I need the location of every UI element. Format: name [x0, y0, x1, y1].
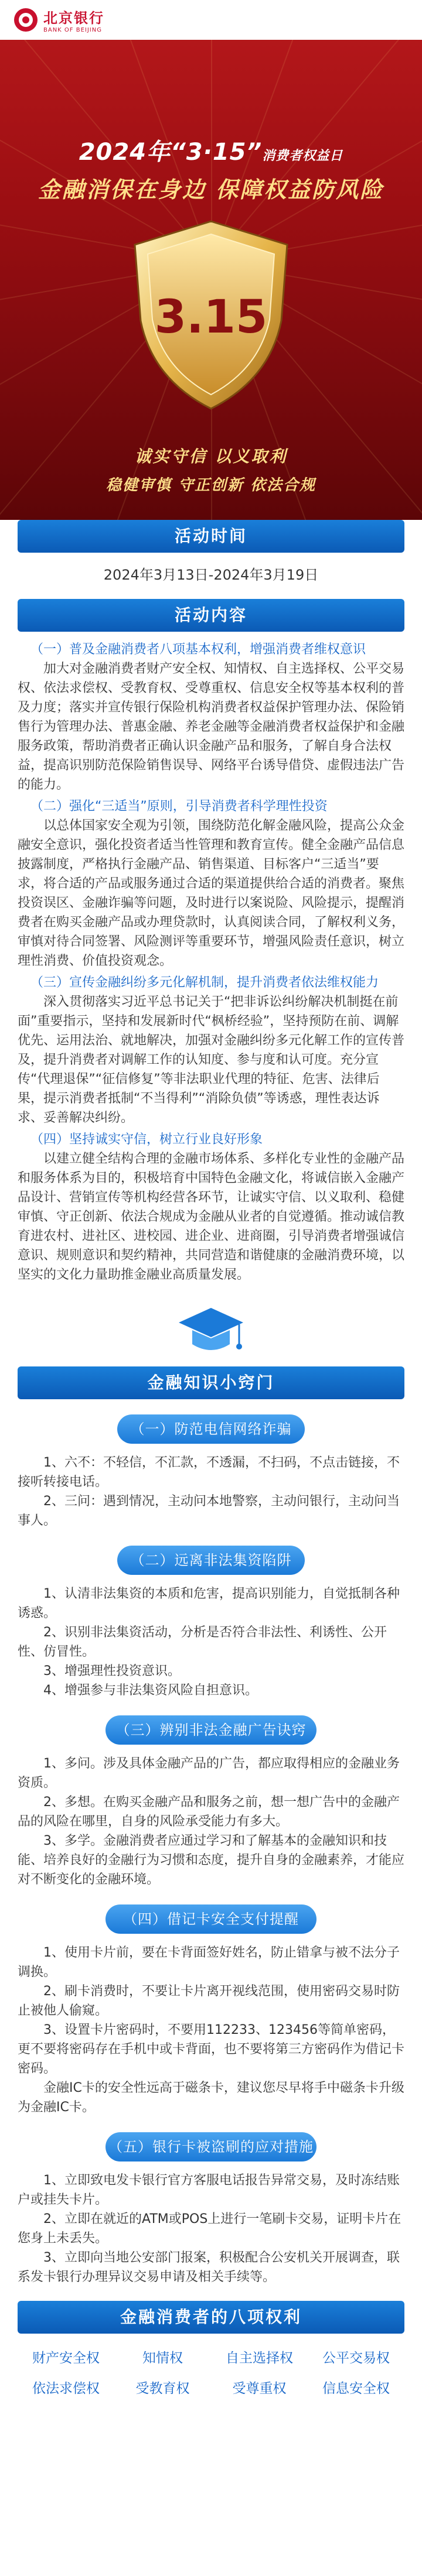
right-item: 知情权	[142, 2351, 183, 2366]
content-heading: （一）普及金融消费者八项基本权利，增强消费者维权意识	[30, 642, 366, 657]
hero-banner	[0, 40, 422, 520]
content-section-2	[18, 797, 404, 971]
right-item: 财产安全权	[32, 2351, 100, 2366]
knowledge-group-1	[0, 1414, 422, 1530]
knowledge-item: 1、六不：不轻信，不汇款，不透漏，不扫码，不点击链接，不接听转接电话。	[18, 1455, 400, 1489]
bank-logo-icon	[14, 8, 38, 32]
section-title-activity-time: 活动时间	[18, 520, 404, 553]
content-text: 以建立健全结构合理的金融市场体系、多样化专业性的金融产品和服务体系为目的，积极培育中国特色金融文化，将诚信嵌入金融产品设计、营销宣传等机构经营各环节，让诚实守信、以义取利、稳健审慎、守正创新、依法合规成为金融从业者的自觉遵循。推动诚信教育进农村、进社区、进校园、进企业、进商圈，引导消费者增强诚信意识、规则意识和契约精神，共同营造和谐健康的金融消费环境，以坚实的文化力量助推金融业高质量发展。	[18, 1152, 405, 1282]
content-section-3	[18, 973, 404, 1128]
content-section-1	[18, 640, 404, 794]
section-title-knowledge: 金融知识小窍门	[18, 1366, 404, 1399]
knowledge-heading: （一）防范电信网络诈骗	[117, 1414, 305, 1444]
knowledge-item: 2、识别非法集资活动，分析是否符合非法性、利诱性、公开性、仿冒性。	[18, 1625, 387, 1659]
content-section-4	[18, 1130, 404, 1284]
knowledge-item: 1、多问。涉及具体金融产品的广告，都应取得相应的金融业务资质。	[18, 1756, 400, 1790]
content-text: 加大对金融消费者财产安全权、知情权、自主选择权、公平交易权、依法求偿权、受教育权、受尊重权、信息安全权等基本权利的普及力度；落实并宣传银行保险机构消费者权益保护管理办法、保险销售行为管理办法、普惠金融、养老金融等金融消费者权益保护和金融服务政策，帮助消费者正确认识金融产品和服务，了解自身合法权益，提高识别防范保险销售误导、网络平台诱导借贷、虚假违法广告的能力。	[18, 662, 405, 792]
knowledge-item: 2、三问：遇到情况，主动问本地警察，主动问银行，主动问当事人。	[18, 1494, 400, 1528]
hero-title: 2024年“3·15”消费者权益日	[79, 139, 343, 166]
bank-logo	[14, 6, 104, 33]
knowledge-item: 1、使用卡片前，要在卡背面签好姓名，防止错拿与被不法分子调换。	[18, 1945, 400, 1979]
section-title-activity-content: 活动内容	[18, 599, 404, 632]
content-heading: （四）坚持诚实守信，树立行业良好形象	[30, 1132, 263, 1147]
section-title-rights: 金融消费者的八项权利	[18, 2301, 404, 2334]
shield-text: 3.15	[154, 291, 268, 344]
consumer-rights	[18, 2301, 404, 2400]
knowledge-item: 3、增强理性投资意识。	[43, 1664, 181, 1678]
content-heading: （二）强化“三适当”原则，引导消费者科学理性投资	[30, 799, 328, 814]
bank-name: 北京银行	[43, 10, 104, 26]
knowledge-heading: （四）借记卡安全支付提醒	[106, 1904, 316, 1934]
knowledge-item: 1、认清非法集资的本质和危害，提高识别能力，自觉抵制各种诱惑。	[18, 1587, 400, 1621]
right-item: 受教育权	[135, 2381, 190, 2396]
knowledge-item: 1、立即致电发卡银行官方客服电话报告异常交易，及时冻结账户或挂失卡片。	[18, 2173, 400, 2207]
knowledge-item: 3、立即向当地公安部门报案，积极配合公安机关开展调查，联系发卡银行办理异议交易申请及相关手续等。	[18, 2250, 400, 2284]
rights-grid	[18, 2347, 404, 2400]
right-item: 自主选择权	[226, 2351, 293, 2366]
bank-name-en: BANK OF BEIJING	[43, 27, 102, 33]
knowledge-item: 2、立即在就近的ATM或POS上进行一笔刷卡交易，证明卡片在您身上未丢失。	[18, 2212, 401, 2246]
knowledge-heading: （二）远离非法集资陷阱	[117, 1546, 305, 1575]
right-item: 依法求偿权	[32, 2381, 100, 2396]
knowledge-item: 3、设置卡片密码时，不要用112233、123456等简单密码，更不要将密码存在手机中或卡背面，也不要将第三方密码作为借记卡密码。	[18, 2023, 405, 2076]
knowledge-group-4	[0, 1904, 422, 2117]
knowledge-heading: （五）银行卡被盗刷的应对措施	[106, 2132, 316, 2161]
right-item: 受尊重权	[232, 2381, 287, 2396]
content-heading: （三）宣传金融纠纷多元化解机制，提升消费者依法维权能力	[30, 975, 379, 990]
activity-content	[0, 640, 422, 1284]
right-item: 信息安全权	[322, 2381, 390, 2396]
right-item: 公平交易权	[322, 2351, 390, 2366]
knowledge-item: 4、增强参与非法集资风险自担意识。	[43, 1683, 258, 1698]
shield-icon	[123, 215, 299, 415]
hero-slogan-secondary: 稳健审慎 守正创新 依法合规	[106, 477, 316, 494]
content-text: 深入贯彻落实习近平总书记关于“把非诉讼纠纷解决机制挺在前面”重要指示，坚持和发展新时代“枫桥经验”，坚持预防在前、调解优先、运用法治、就地解决，加强对金融纠纷多元化解工作的宣传普及，提升消费者对调解工作的认知度、参与度和认可度。充分宣传“代理退保”“征信修复”等非法职业代理的特征、危害、法律后果，提示消费者抵制“不当得利”“消除负债”等诱惑，理性表达诉求、妥善解决纠纷。	[18, 995, 405, 1125]
knowledge-item: 2、刷卡消费时，不要让卡片离开视线范围，使用密码交易时防止被他人偷窥。	[18, 1984, 400, 2018]
knowledge-item: 3、多学。金融消费者应通过学习和了解基本的金融知识和技能、培养良好的金融行为习惯和态度，提升自身的金融素养，才能应对不断变化的金融环境。	[18, 1834, 405, 1887]
hero-slogan-primary: 诚实守信 以义取利	[134, 447, 288, 466]
header	[0, 0, 422, 40]
content-text: 以总体国家安全观为引领，围绕防范化解金融风险，提高公众金融安全意识，强化投资者适当性管理和教育宣传。健全金融产品信息披露制度，严格执行金融产品、销售渠道、目标客户“三适当”要求，将合适的产品或服务通过合适的渠道提供给合适的消费者。聚焦投资误区、金融诈骗等问题，及时进行以案说险、风险提示，提醒消费者在购买金融产品或办理贷款时，认真阅读合同，了解权利义务，审慎对待合同签署、风险测评等重要环节，增强风险责任意识，树立理性消费、价值投资观念。	[18, 818, 405, 968]
knowledge-item: 金融IC卡的安全性远高于磁条卡，建议您尽早将手中磁条卡升级为金融IC卡。	[18, 2081, 404, 2115]
graduation-cap-icon	[176, 1302, 246, 1361]
knowledge-group-2	[0, 1546, 422, 1700]
knowledge-heading: （三）辨别非法金融广告诀窍	[106, 1715, 316, 1745]
knowledge-group-3	[0, 1715, 422, 1889]
hero-subtitle: 金融消保在身边 保障权益防风险	[38, 177, 384, 203]
knowledge-group-5	[0, 2132, 422, 2287]
knowledge-item: 2、多想。在购买金融产品和服务之前，想一想广告中的金融产品的风险在哪里，自身的风险承受能力有多大。	[18, 1795, 400, 1829]
activity-date: 2024年3月13日-2024年3月19日	[103, 567, 319, 583]
